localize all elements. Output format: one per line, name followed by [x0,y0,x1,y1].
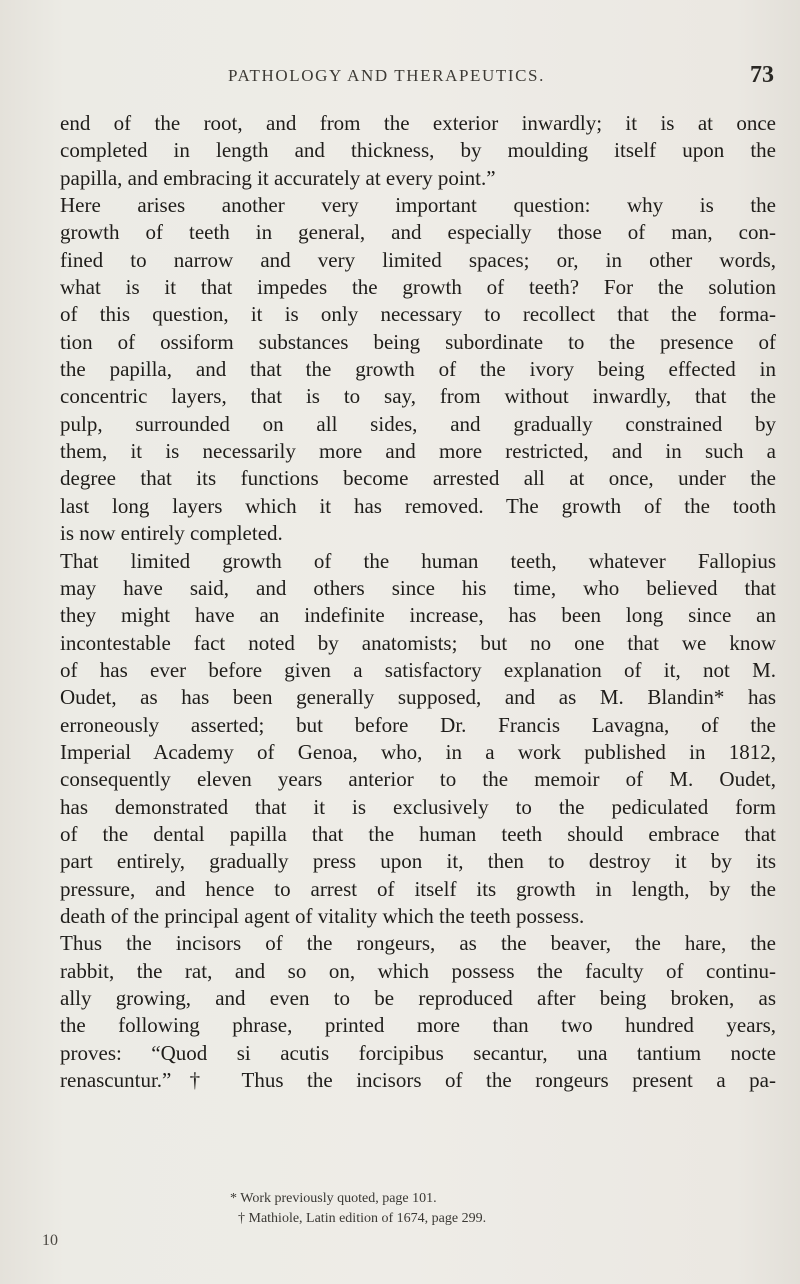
text-line: growth of teeth in general, and especially those of man, con- [60,220,776,245]
text-line: incontestable fact noted by anatomists; but no one that we know [60,630,776,655]
text-line: consequently eleven years anterior to the memoir of M. Oudet, [60,767,776,792]
text-line: may have said, and others since his time, who believed that [60,575,776,600]
text-line: what is it that impedes the growth of teeth? For the solution [60,275,776,300]
text-line: death of the principal agent of vitality which the teeth possess. [60,903,585,928]
text-line: has demonstrated that it is exclusively to the pediculated form [60,794,776,819]
running-title: PATHOLOGY AND THERAPEUTICS. [228,66,545,85]
footnotes [60,1189,776,1229]
text-line: of has ever before given a satisfactory explanation of it, not M. [60,657,776,682]
text-line: renascuntur.”† Thus the incisors of the rongeurs present a pa- [60,1068,776,1093]
text-line: Thus the incisors of the rongeurs, as the beaver, the hare, the [60,931,776,956]
text-line: tion of ossiform substances being subordinate to the presence of [60,329,776,354]
signature-mark: 10 [42,1232,58,1249]
text-line: Imperial Academy of Genoa, who, in a work published in 1812, [60,739,776,764]
text-line: degree that its functions become arrested all at once, under the [60,466,776,491]
text-line: is now entirely completed. [60,521,283,546]
text-line: of this question, it is only necessary to recollect that the forma- [60,302,776,327]
text-line: them, it is necessarily more and more restricted, and in such a [60,439,776,464]
footnote: † Mathiole, Latin edition of 1674, page 299. [238,1211,487,1226]
text-line: Oudet, as has been generally supposed, and as M. Blandin* has [60,685,776,710]
text-line: concentric layers, that is to say, from without inwardly, that the [60,384,776,409]
text-line: erroneously asserted; but before Dr. Francis Lavagna, of the [60,712,776,737]
page-number: 73 [750,62,774,88]
text-line: ally growing, and even to be reproduced after being broken, as [60,986,776,1010]
text-line: the papilla, and that the growth of the ivory being effected in [60,357,776,382]
text-line: last long layers which it has removed. The growth of the tooth [60,493,776,518]
text-line: part entirely, gradually press upon it, then to destroy it by its [60,849,776,874]
running-head [60,62,774,92]
footnote: * Work previously quoted, page 101. [230,1191,437,1206]
body-text [60,110,776,1094]
text-line: the following phrase, printed more than two hundred years, [60,1013,776,1038]
text-line: end of the root, and from the exterior inwardly; it is at once [60,111,776,135]
text-line: they might have an indefinite increase, has been long since an [60,603,776,628]
text-line: rabbit, the rat, and so on, which possess the faculty of continu- [60,958,776,983]
text-line: pulp, surrounded on all sides, and gradually constrained by [60,411,776,436]
text-line: completed in length and thickness, by moulding itself upon the [60,138,776,163]
text-line: proves: “Quod si acutis forcipibus secantur, una tantium nocte [60,1040,776,1065]
text-line: That limited growth of the human teeth, whatever Fallopius [60,548,776,573]
text-line: of the dental papilla that the human teeth should embrace that [60,821,776,846]
text-line: papilla, and embracing it accurately at every point.” [60,165,496,190]
text-line: Here arises another very important question: why is the [60,193,776,218]
text-line: pressure, and hence to arrest of itself its growth in length, by the [60,876,776,901]
text-line: fined to narrow and very limited spaces; or, in other words, [60,247,776,272]
